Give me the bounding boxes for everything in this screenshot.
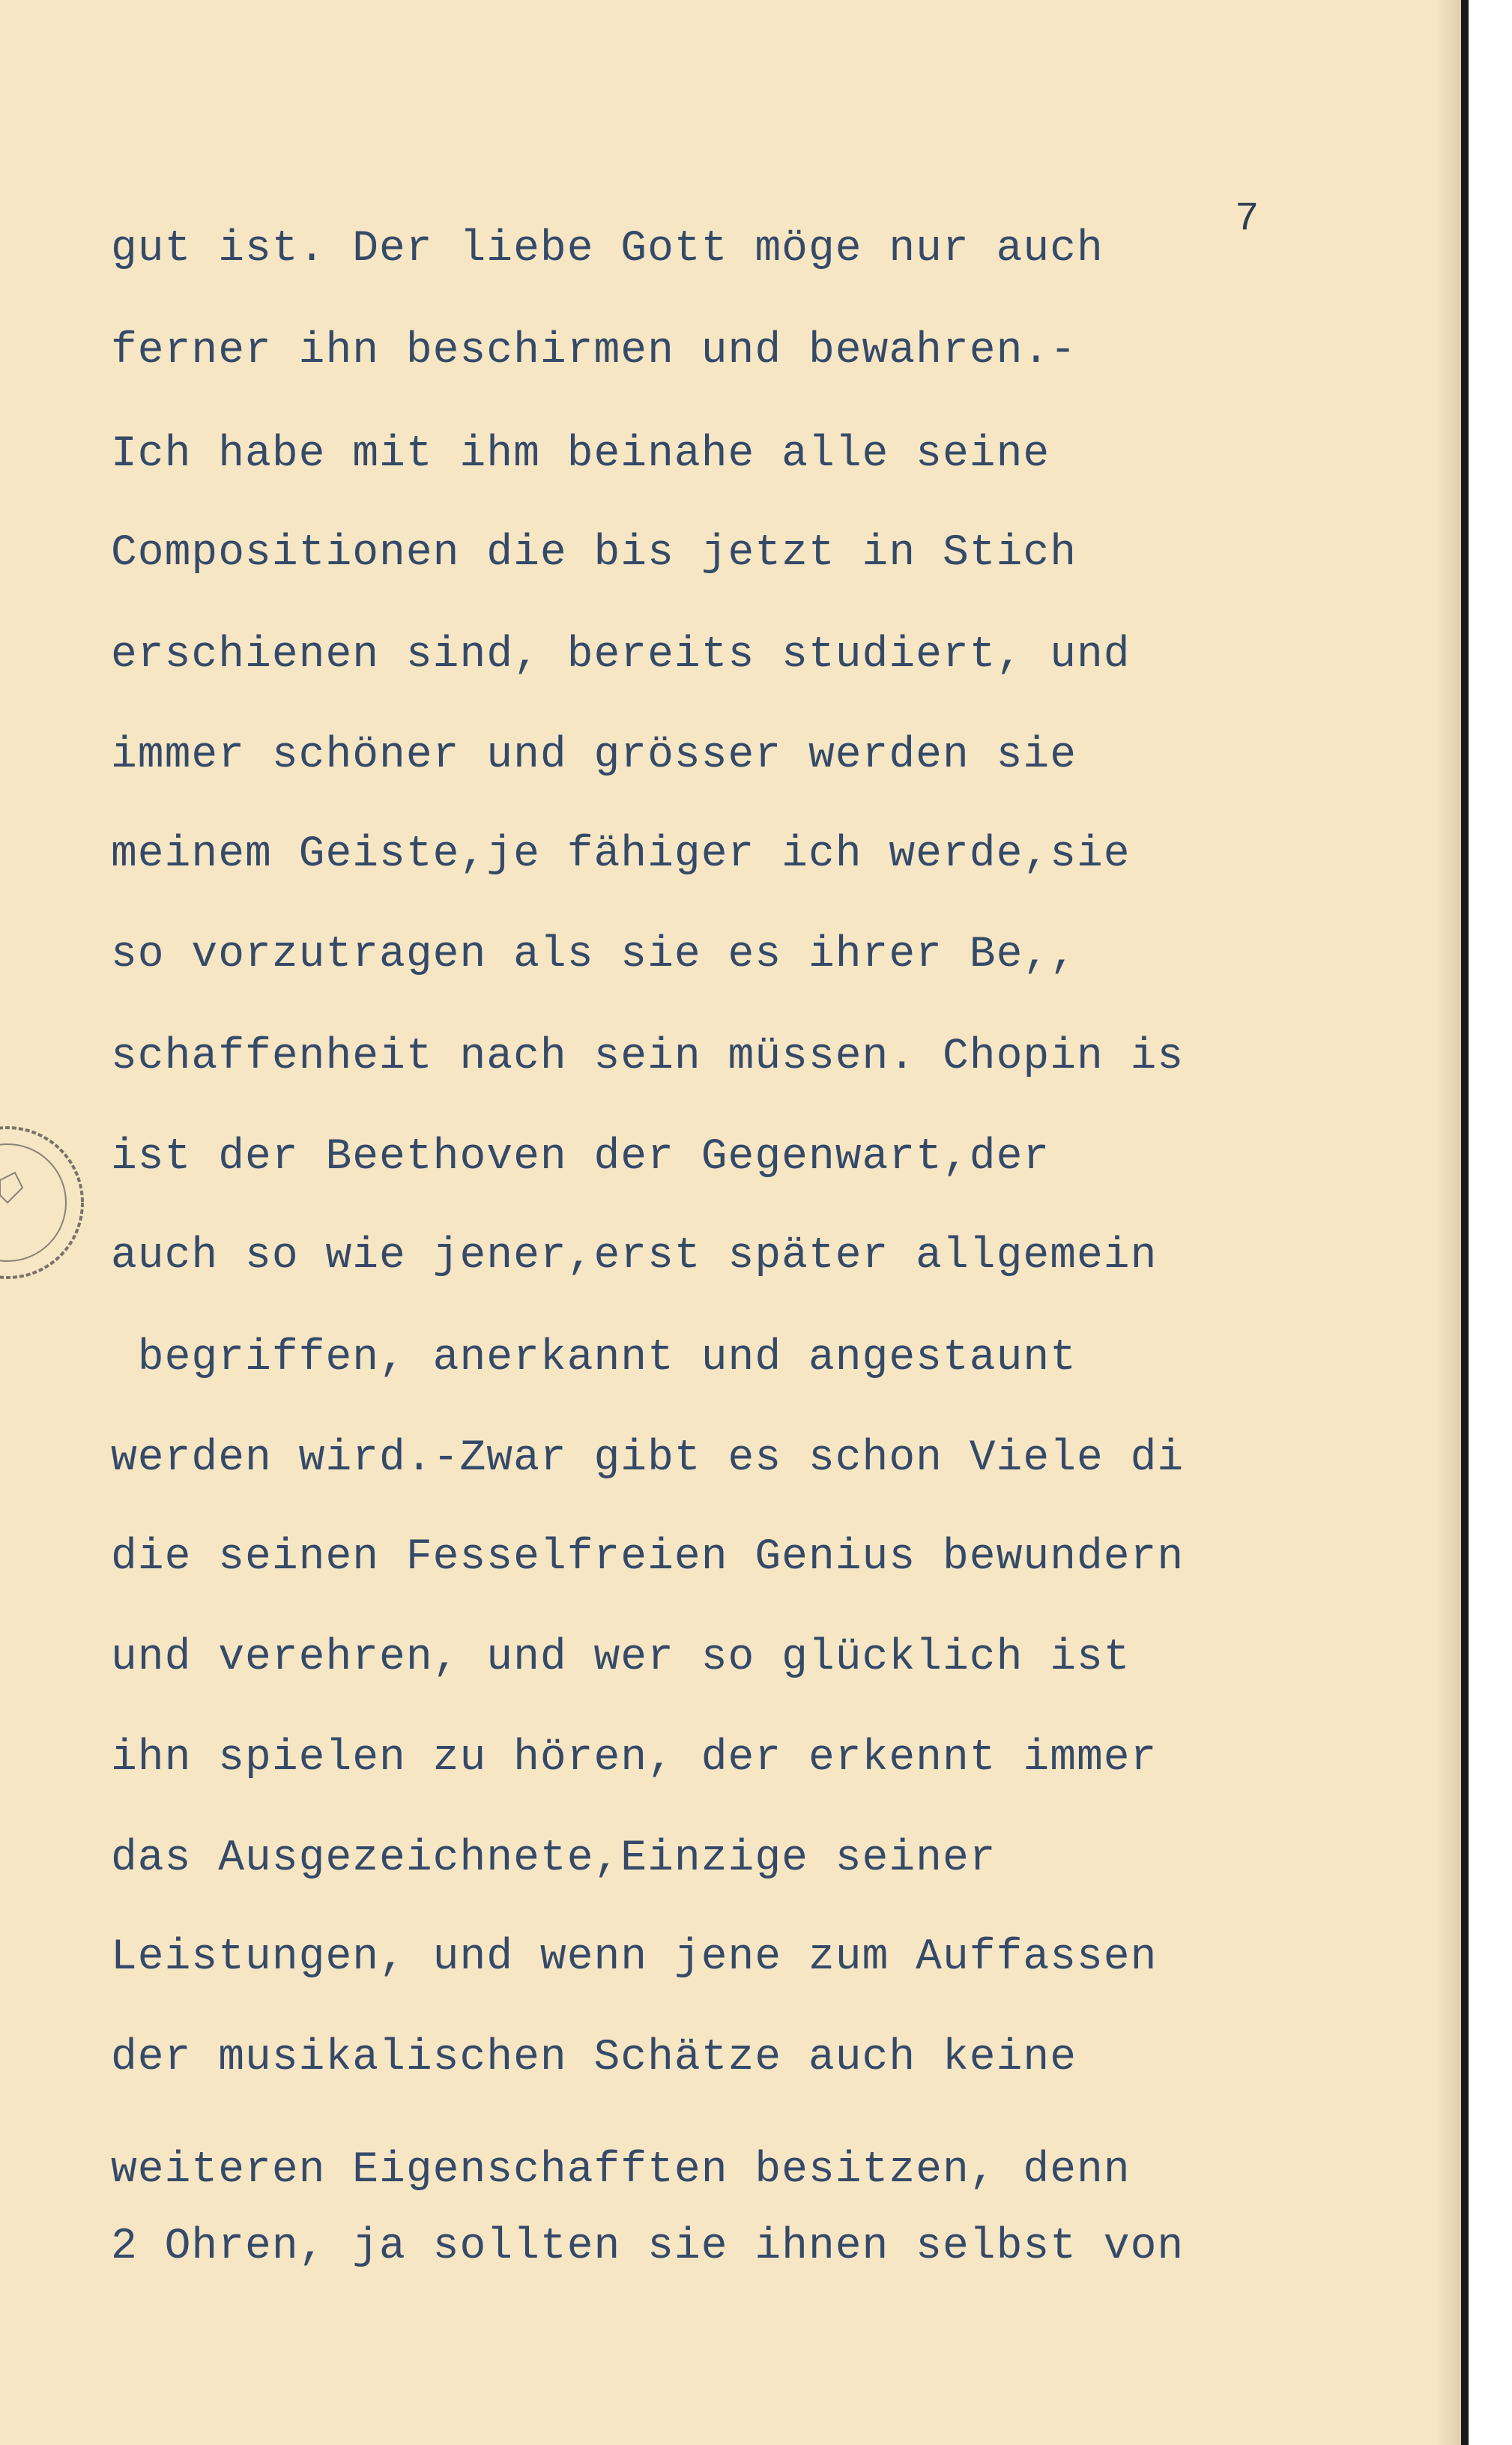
text-line: Ich habe mit ihm beinahe alle seine <box>111 430 1050 479</box>
text-line: der musikalischen Schätze auch keine <box>111 2034 1077 2082</box>
text-line: weiteren Eigenschafften besitzen, denn <box>111 2146 1131 2195</box>
text-line: ihn spielen zu hören, der erkennt immer <box>111 1734 1158 1783</box>
text-line: 2 Ohren, ja sollten sie ihnen selbst von <box>111 2222 1185 2271</box>
text-line: schaffenheit nach sein müssen. Chopin is <box>111 1033 1185 1081</box>
text-line: immer schöner und grösser werden sie <box>111 731 1077 780</box>
text-line: und verehren, und wer so glücklich ist <box>111 1633 1131 1682</box>
text-line: so vorzutragen als sie es ihrer Be,, <box>111 931 1077 979</box>
text-line: Leistungen, und wenn jene zum Auffassen <box>111 1933 1158 1982</box>
text-line: Compositionen die bis jetzt in Stich <box>111 529 1077 578</box>
text-line: begriffen, anerkannt und angestaunt <box>111 1334 1077 1382</box>
text-line: gut ist. Der liebe Gott möge nur auch <box>111 225 1104 273</box>
text-line: ist der Beethoven der Gegenwart,der <box>111 1133 1050 1182</box>
text-line: meinem Geiste,je fähiger ich werde,sie <box>111 830 1131 879</box>
page-number: 7 <box>1235 196 1260 242</box>
text-line: auch so wie jener,erst später allgemein <box>111 1232 1158 1281</box>
library-stamp <box>0 1105 105 1300</box>
text-line: die seinen Fesselfreien Genius bewundern <box>111 1533 1185 1582</box>
text-line: erschienen sind, bereits studiert, und <box>111 631 1131 680</box>
page-edge <box>1435 0 1461 2445</box>
text-line: werden wird.-Zwar gibt es schon Viele di <box>111 1434 1185 1483</box>
text-line: ferner ihn beschirmen und bewahren.- <box>111 327 1077 375</box>
text-line: das Ausgezeichnete,Einzige seiner <box>111 1834 997 1883</box>
